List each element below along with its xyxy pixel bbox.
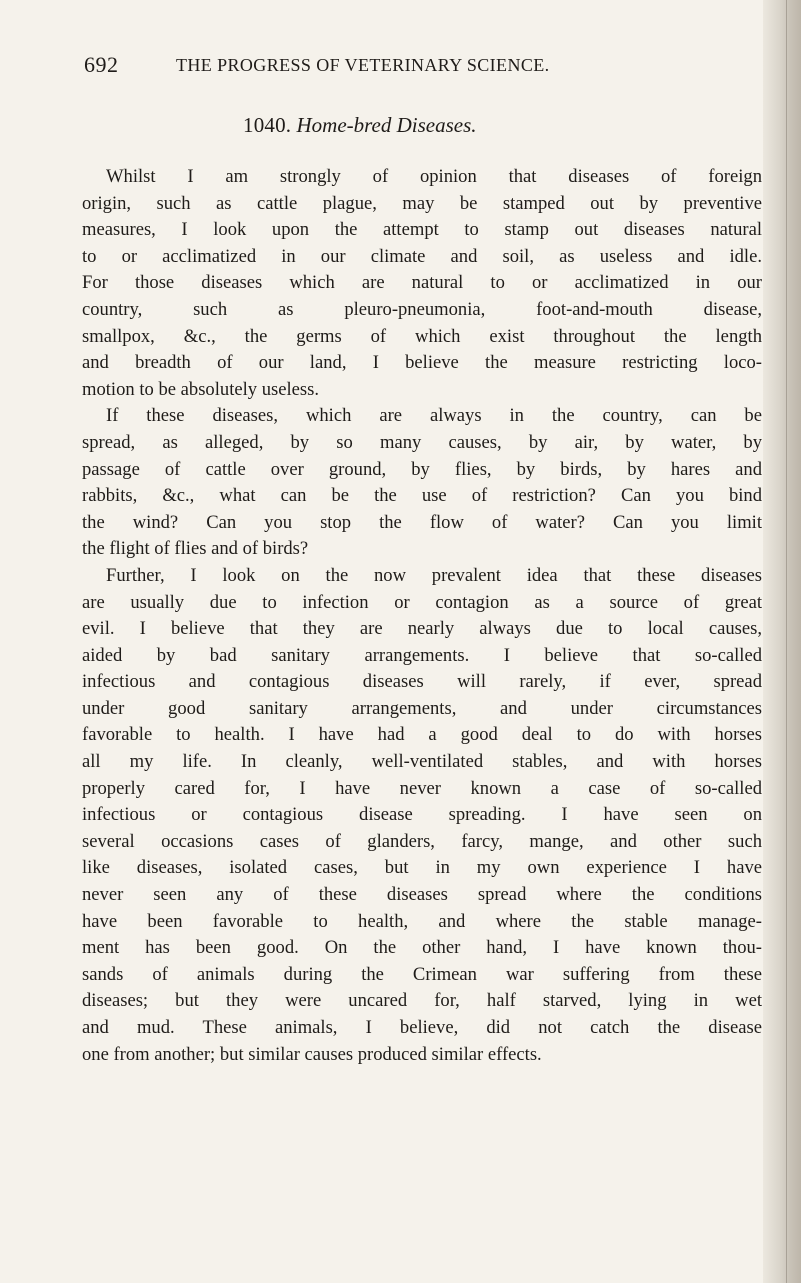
text-line: the wind? Can you stop the flow of water? Can you limit [82,511,762,533]
page-number: 692 [84,52,119,77]
text-line: smallpox, &c., the germs of which exist throughout the length [82,325,762,347]
text-line: properly cared for, I have never known a case of so-called [82,777,762,799]
paragraph [82,563,762,1068]
text-line: to or acclimatized in our climate and soil, as useless and idle. [82,245,762,267]
text-line: origin, such as cattle plague, may be stamped out by preventive [82,192,762,214]
text-line: spread, as alleged, by so many causes, by air, by water, by [82,431,762,453]
text-line: and mud. These animals, I believe, did not catch the disease [82,1017,762,1038]
paragraph [82,164,762,403]
text-line: favorable to health. I have had a good deal to do with horses [82,724,762,746]
text-line: are usually due to infection or contagion as a source of great [82,591,762,613]
page-gutter-shadow [763,0,801,1283]
text-line: infectious and contagious diseases will rarely, if ever, spread [82,671,762,693]
text-line: If these diseases, which are always in the country, can be [106,405,762,427]
text-line: several occasions cases of glanders, farcy, mange, and other such [82,830,762,852]
section-title: Home-bred Diseases. [296,113,477,137]
text-line: rabbits, &c., what can be the use of restriction? Can you bind [82,485,762,507]
text-line: country, such as pleuro-pneumonia, foot-and-mouth disease, [82,298,762,320]
text-line: passage of cattle over ground, by flies, by birds, by hares and [82,458,762,480]
paragraph [82,403,762,563]
text-line: the flight of flies and of birds? [82,538,309,560]
section-heading [243,113,477,138]
text-line: motion to be absolutely useless. [82,378,320,400]
text-line: Further, I look on the now prevalent idea that these diseases [106,564,762,586]
text-line: diseases; but they were uncared for, half starved, lying in wet [82,990,762,1012]
section-number: 1040. [243,113,292,137]
text-line: evil. I believe that they are nearly always due to local causes, [82,618,762,640]
text-line: never seen any of these diseases spread where the conditions [82,884,762,906]
text-line: under good sanitary arrangements, and under circumstances [82,697,762,719]
text-line: one from another; but similar causes produced similar effects. [82,1043,542,1065]
text-line: like diseases, isolated cases, but in my own experience I have [82,857,762,879]
running-header [84,52,724,82]
text-line: sands of animals during the Crimean war suffering from these [82,963,762,985]
text-line: ment has been good. On the other hand, I have known thou- [82,937,762,959]
body-text [82,164,762,1068]
text-line: aided by bad sanitary arrangements. I believe that so-called [82,644,762,666]
text-line: and breadth of our land, I believe the measure restricting loco- [82,352,762,374]
text-line: For those diseases which are natural to or acclimatized in our [82,272,762,294]
text-line: infectious or contagious disease spreading. I have seen on [82,804,762,826]
text-line: all my life. In cleanly, well-ventilated stables, and with horses [82,751,762,773]
page-gutter-line [786,0,787,1283]
running-title: THE PROGRESS OF VETERINARY SCIENCE. [176,55,550,75]
text-line: measures, I look upon the attempt to stamp out diseases natural [82,219,762,241]
text-line: Whilst I am strongly of opinion that diseases of foreign [106,166,762,187]
text-line: have been favorable to health, and where the stable manage- [82,910,762,932]
